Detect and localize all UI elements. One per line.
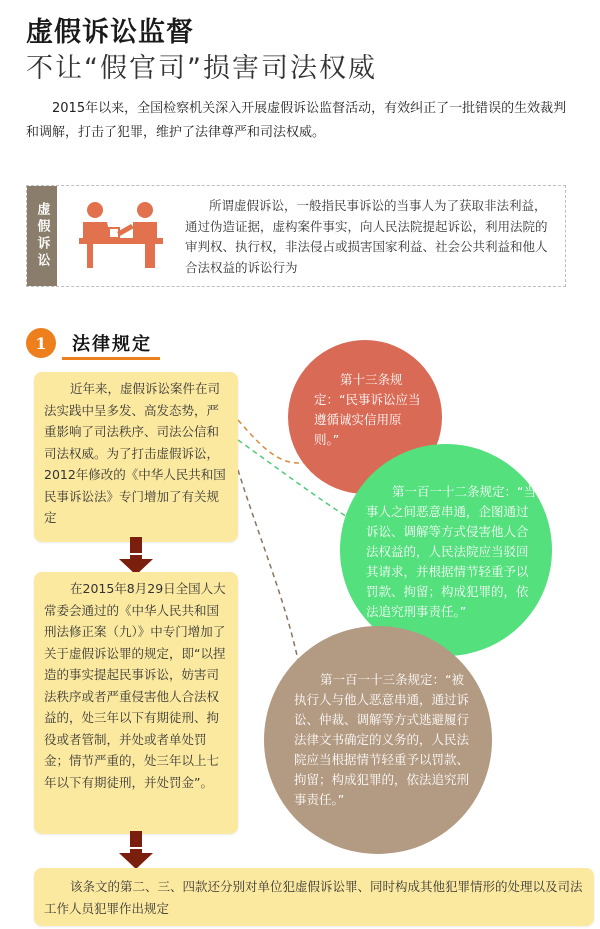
connector-to-article-113 [238,470,298,660]
page-title: 虚假诉讼监督 [26,17,194,48]
definition-box [26,185,566,287]
intro-paragraph: 2015年以来，全国检察机关深入开展虚假诉讼监督活动，有效纠正了一批错误的生效裁判和调解，打击了犯罪，维护了法律尊严和司法权威。 [26,101,567,140]
article-113-text: 第一百一十三条规定：“被执行人与他人恶意串通，通过诉讼、仲裁、调解等方式逃避履行法律文书确定的义务的，人民法院应当根据情节轻重予以罚款、拘留；构成犯罪的，依法追究刑事责任。” [294,672,470,807]
definition-tag: 虚假诉讼 [27,186,57,286]
two-people-at-desk-icon [73,198,169,270]
page-subtitle: 不让“假官司”损害司法权威 [26,53,377,84]
watermark [380,852,590,896]
flow-box-civil-procedure: 近年来，虚假诉讼案件在司法实践中呈多发、高发态势，严重影响了司法秩序、司法公信和司法权威。为了打击虚假诉讼，2012年修改的《中华人民共和国民事诉讼法》专门增加了有关规定 [34,372,238,542]
article-112-text: 第一百一十二条规定：“当事人之间恶意串通，企图通过诉讼、调解等方式侵害他人合法权益的，人民法院应当驳回其请求，并根据情节轻重予以罚款、拘留；构成犯罪的，依法追究刑事责任。” [366,484,536,619]
down-arrow-icon [119,537,153,575]
article-113-circle [264,626,492,854]
article-13-text: 第十三条规定：“民事诉讼应当遵循诚实信用原则。” [314,372,421,447]
flow-box-criminal-law-amendment: 在2015年8月29日全国人大常委会通过的《中华人民共和国刑法修正案（九）》中专门增加了关于虚假诉讼罪的规定，即“以捏造的事实提起民事诉讼，妨害司法秩序或者严重侵害他人合法权益的，处三年以下有期徒刑、拘役或者管制，并处或者单处罚金；情节严重的，处三年以上七年以下有期徒刑，并处罚金”。 [34,572,238,834]
flow-box-additional-clauses: 该条文的第二、三、四款还分别对单位犯虚假诉讼罪、同时构成其他犯罪情形的处理以及司法工作人员犯罪作出规定 [34,868,594,926]
down-arrow-icon [119,831,153,869]
section-number-badge: 1 [26,328,56,358]
section-underline [62,357,160,360]
article-112-circle [340,444,552,656]
section-title: 法律规定 [72,334,152,355]
definition-text: 所谓虚假诉讼，一般指民事诉讼的当事人为了获取非法利益，通过伪造证据，虚构案件事实，向人民法院提起诉讼，利用法院的审判权、执行权，非法侵占或损害国家利益、社会公共利益和他人合法权益的诉讼行为 [185,198,548,275]
